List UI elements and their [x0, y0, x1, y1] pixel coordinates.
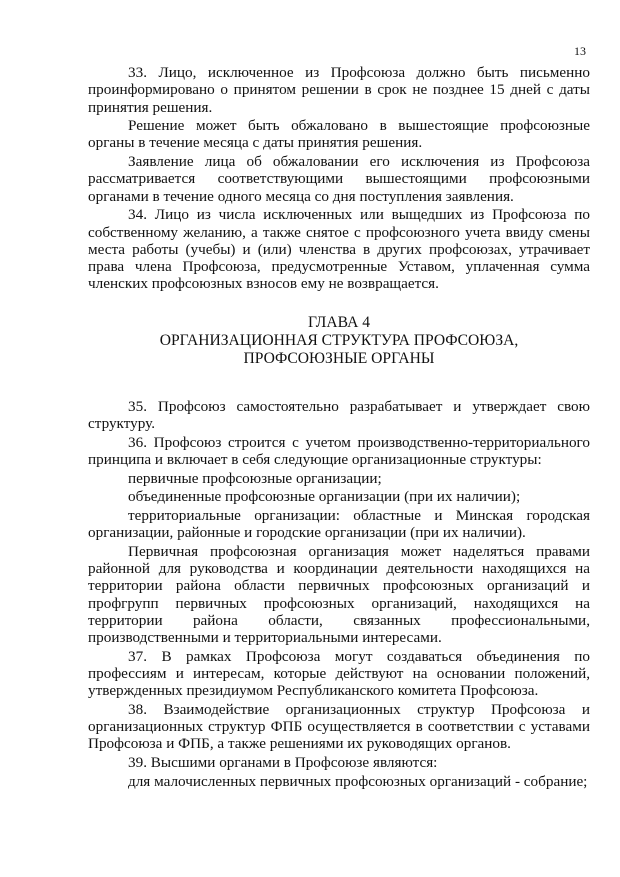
paragraph-35: 35. Профсоюз самостоятельно разрабатывает и утверждает свою структуру.: [88, 397, 590, 433]
paragraph-appeal-review: Заявление лица об обжаловании его исключения из Профсоюза рассматривается соответствующими вышестоящими профсоюзными органами в течение одного месяца со дня поступления заявления.: [88, 153, 590, 205]
list-item-united-organizations: объединенные профсоюзные организации (при их наличии);: [128, 488, 521, 506]
paragraph-appeal-right: Решение может быть обжаловано в вышестоящие профсоюзные органы в течение месяца с даты принятия решения.: [88, 117, 590, 152]
chapter-number: ГЛАВА 4: [307, 313, 371, 331]
chapter-title-line-2: ПРОФСОЮЗНЫЕ ОРГАНЫ: [243, 349, 435, 367]
paragraph-33: 33. Лицо, исключенное из Профсоюза должно быть письменно проинформировано о принятом решении в срок не позднее 15 дней с даты принятия решения.: [88, 64, 590, 116]
document-body: [88, 64, 590, 791]
page-number: 13: [574, 44, 586, 58]
chapter-title-line-1: ОРГАНИЗАЦИОННАЯ СТРУКТУРА ПРОФСОЮЗА,: [159, 331, 519, 349]
paragraph-38: 38. Взаимодействие организационных структур Профсоюза и организационных структур ФПБ осуществляется в соответствии с уставами Профсоюза и ФПБ, а также решениями их руководящих органов.: [88, 700, 590, 753]
list-item-small-organizations: для малочисленных первичных профсоюзных организаций - собрание;: [128, 772, 588, 790]
list-item-primary-organizations: первичные профсоюзные организации;: [128, 469, 382, 487]
paragraph-39: 39. Высшими органами в Профсоюзе являются:: [128, 754, 438, 772]
paragraph-36: 36. Профсоюз строится с учетом производственно-территориального принципа и включает в себя следующие организационные структуры:: [88, 433, 590, 468]
paragraph-37: 37. В рамках Профсоюза могут создаваться объединения по профессиям и интересам, которые действуют на основании положений, утвержденных президиумом Республиканского комитета Профсоюза.: [88, 647, 590, 700]
chapter-heading: [88, 314, 590, 368]
paragraph-34: 34. Лицо из числа исключенных или выщедших из Профсоюза по собственному желанию, а также снятое с профсоюзного учета ввиду смены места работы (учебы) и (или) членства в других профсоюзах, утрачивает права члена Профсоюза, предусмотренные Уставом, уплаченная сумма членских профсоюзных взносов ему не возвращается.: [88, 206, 590, 293]
paragraph-primary-district-rights: Первичная профсоюзная организация может наделяться правами районной для руководства и координации деятельности находящихся на территории района области первичных профсоюзных организаций и профгрупп первичных профсоюзных организаций, находящихся на территории района области, связанных профессиональными, производственными и территориальными интересами.: [88, 542, 590, 647]
list-item-territorial-organizations: территориальные организации: областные и Минская городская организации, районные и городские организации (при их наличии).: [88, 506, 590, 542]
